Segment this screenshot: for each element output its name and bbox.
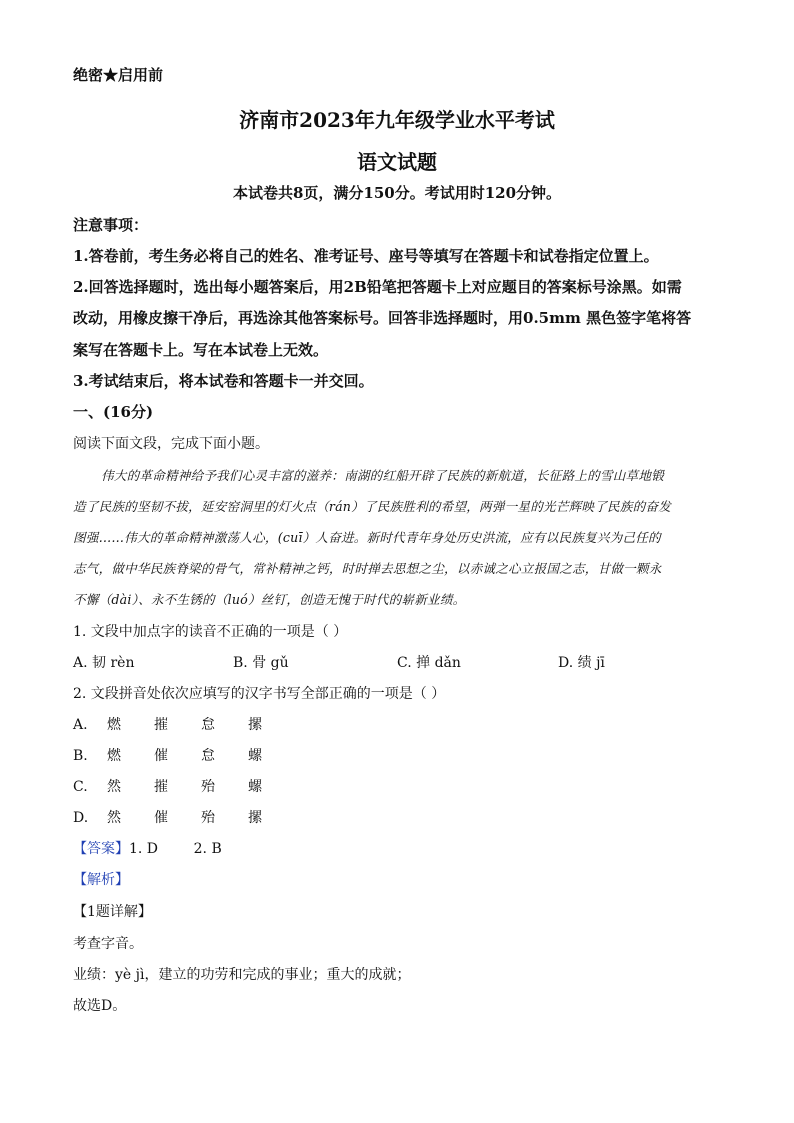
note-item-2-line-2: 改动，用橡皮擦干净后，再选涂其他答案标号。回答非选择题时，用0.5mm 黑色签字笔将答	[73, 309, 692, 327]
option-char: 催	[154, 748, 168, 764]
q2-option-b	[73, 745, 295, 765]
notes-heading: 注意事项：	[73, 216, 149, 234]
exam-info: 本试卷共8页，满分150分。考试用时120分钟。	[232, 184, 562, 202]
answer-line	[73, 838, 222, 858]
option-char: 殆	[201, 779, 215, 795]
option-label: D.	[73, 810, 89, 826]
option-char: 摧	[154, 779, 168, 795]
option-char: 摞	[248, 810, 262, 826]
q2-option-d	[73, 807, 295, 827]
answer-tag: 【答案】	[73, 841, 129, 857]
question-1-stem: 1. 文段中加点字的读音不正确的一项是（ ）	[73, 624, 348, 640]
analysis-tag: 【解析】	[73, 872, 129, 888]
q2-option-c	[73, 776, 295, 796]
option-label: B.	[73, 748, 88, 764]
note-item-3: 3.考试结束后，将本试卷和答题卡一并交回。	[73, 372, 374, 390]
q2-option-a	[73, 714, 295, 734]
option-char: 燃	[107, 748, 121, 764]
passage-line-2: 造了民族的坚韧不拔，延安窑洞里的灯火点（rán）了民族胜利的希望，两弹一星的光芒辉映了民族的奋发	[73, 499, 671, 514]
q1-option-c: C. 掸 dǎn	[397, 655, 461, 671]
option-char: 然	[107, 810, 121, 826]
detail-line-3: 故选D。	[73, 998, 127, 1014]
option-label: C.	[73, 779, 88, 795]
passage-line-5: 不懈（dài）、永不生锈的（luó）丝钉，创造无愧于时代的崭新业绩。	[73, 592, 466, 607]
passage-line-3: 图强……伟大的革命精神激荡人心，(cuī）人奋进。新时代青年身处历史洪流，应有以民族复兴为己任的	[73, 530, 661, 545]
answer-text: 1. D 2. B	[129, 841, 222, 857]
secrecy-label: 绝密★启用前	[73, 66, 164, 84]
option-char: 殆	[201, 810, 215, 826]
option-char: 怠	[201, 748, 215, 764]
detail-line-1: 考查字音。	[73, 936, 143, 952]
q1-option-d: D. 绩 jī	[558, 655, 605, 671]
detail-line-2: 业绩：yè jì，建立的功劳和完成的事业；重大的成就；	[73, 967, 411, 983]
section-heading: 一、(16分)	[73, 403, 154, 421]
option-char: 摞	[248, 717, 262, 733]
passage-line-4: 志气，做中华民族脊梁的骨气，常补精神之钙，时时掸去思想之尘，以赤诚之心立报国之志，甘做一颗永	[73, 561, 662, 576]
option-char: 螺	[248, 779, 262, 795]
q1-option-a: A. 韧 rèn	[73, 655, 135, 671]
detail-heading: 【1题详解】	[73, 904, 152, 920]
option-char: 然	[107, 779, 121, 795]
section-instruction: 阅读下面文段，完成下面小题。	[73, 436, 269, 452]
option-char: 螺	[248, 748, 262, 764]
note-item-2-line-3: 案写在答题卡上。写在本试卷上无效。	[73, 341, 329, 359]
option-label: A.	[73, 717, 88, 733]
exam-title: 济南市2023年九年级学业水平考试	[239, 108, 555, 132]
option-char: 怠	[201, 717, 215, 733]
question-2-stem: 2. 文段拼音处依次应填写的汉字书写全部正确的一项是（ ）	[73, 686, 446, 702]
note-item-2-line-1: 2.回答选择题时，选出每小题答案后，用2B铅笔把答题卡上对应题目的答案标号涂黑。如需	[73, 278, 682, 296]
passage-line-1: 伟大的革命精神给予我们心灵丰富的滋养：南湖的红船开辟了民族的新航道，长征路上的雪山草地锻	[101, 468, 664, 483]
option-char: 催	[154, 810, 168, 826]
note-item-1: 1.答卷前，考生务必将自己的姓名、准考证号、座号等填写在答题卡和试卷指定位置上。	[73, 247, 659, 265]
option-char: 摧	[154, 717, 168, 733]
q1-option-b: B. 骨 gǔ	[233, 655, 289, 671]
exam-subtitle: 语文试题	[357, 150, 437, 174]
option-char: 燃	[107, 717, 121, 733]
